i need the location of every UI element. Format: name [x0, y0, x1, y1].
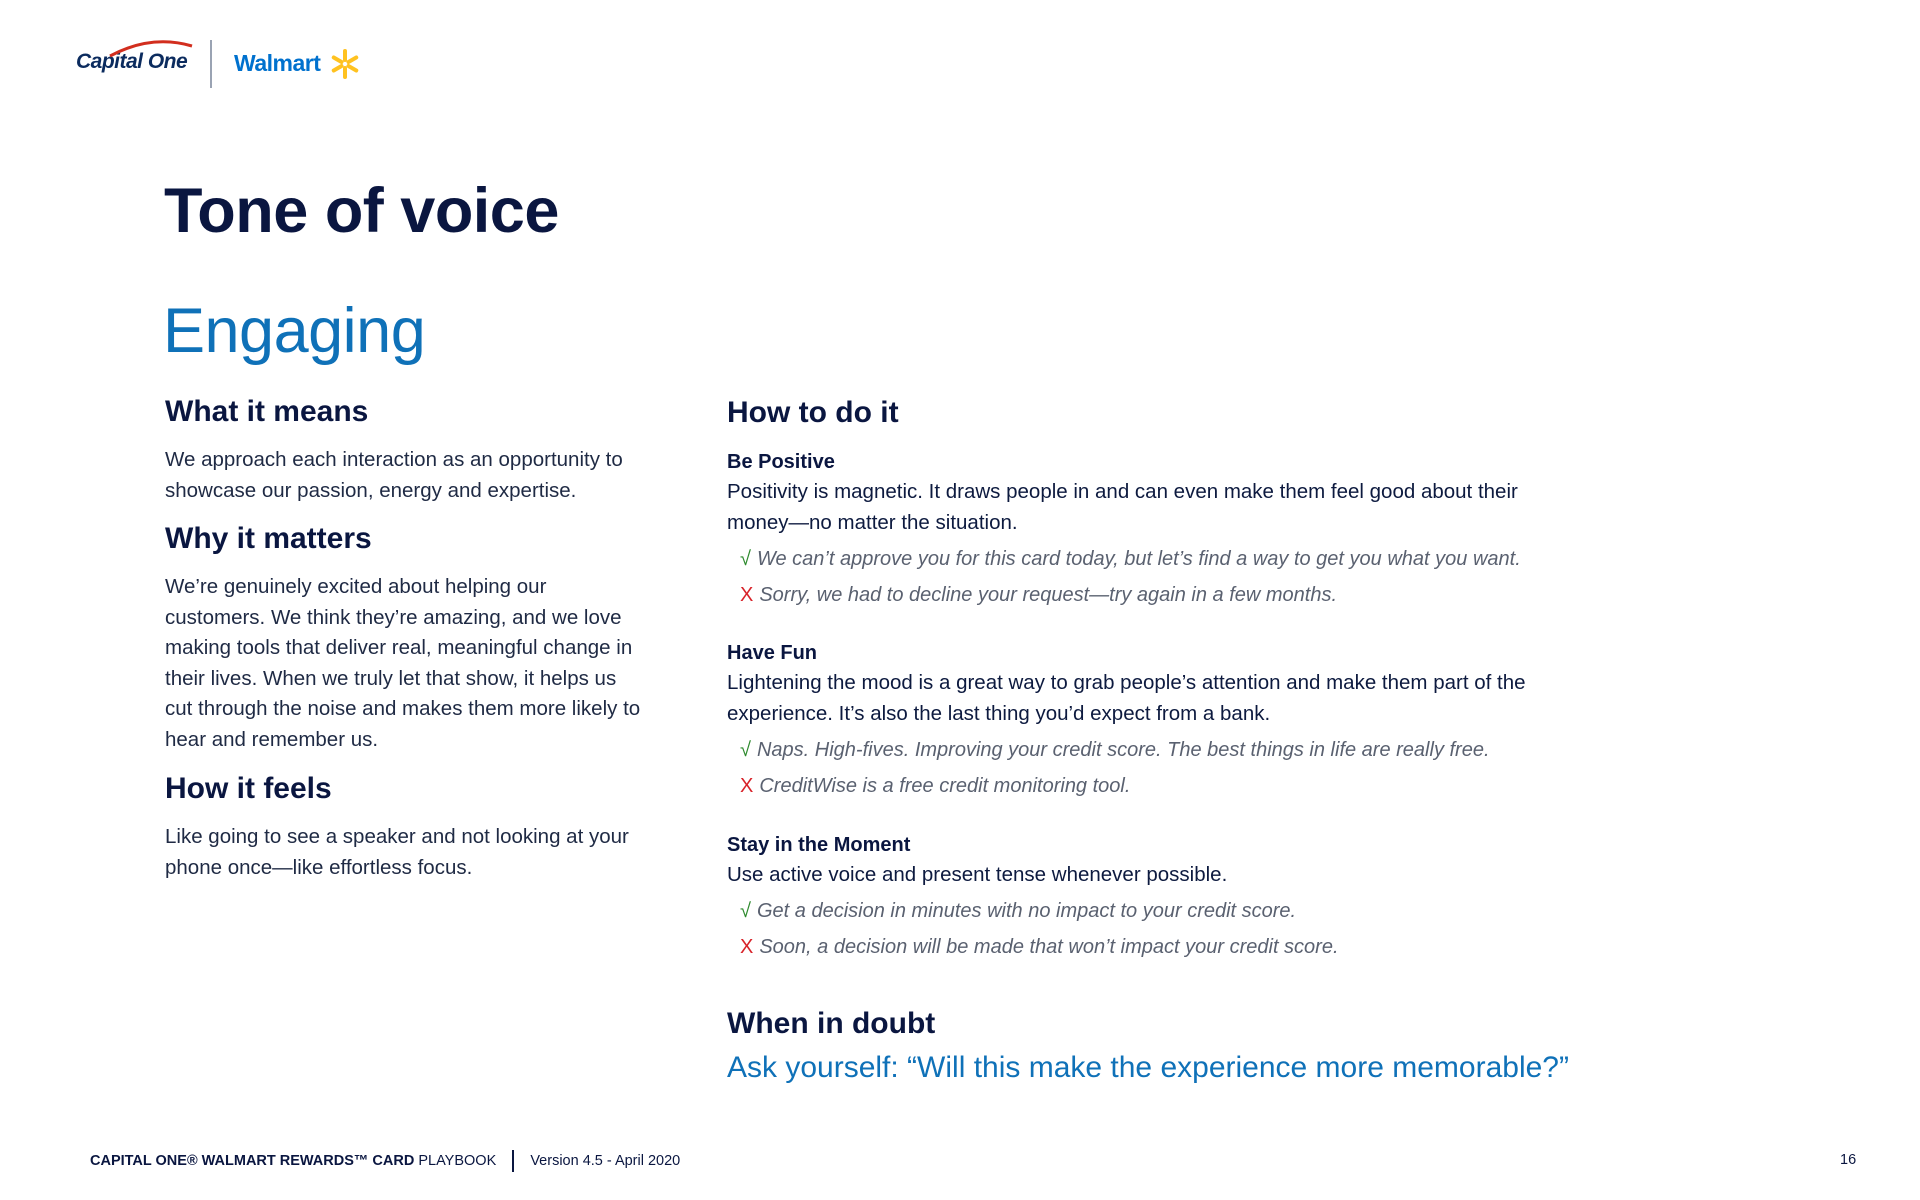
footer-divider: [512, 1150, 514, 1172]
capital-one-swoosh-icon: [106, 40, 196, 60]
tip-text: Lightening the mood is a great way to grab people’s attention and make them part of the experience. It’s also the last thing you’d expect from a bank.: [727, 671, 1526, 725]
tip-do-text: We can’t approve you for this card today, but let’s find a way to get you what you want.: [756, 548, 1521, 570]
tip-dont-example: [740, 584, 1337, 607]
how-it-feels-heading: How it feels: [165, 772, 332, 805]
how-to-do-it-heading: How to do it: [727, 396, 899, 429]
page-title: Tone of voice: [164, 176, 559, 246]
tip-title: Have Fun: [727, 642, 818, 664]
footer-brand: CAPITAL ONE® WALMART REWARDS™ CARD: [90, 1152, 415, 1169]
logo-divider: [210, 40, 212, 88]
section-title: Engaging: [163, 296, 426, 366]
what-it-means-heading: What it means: [165, 395, 369, 428]
why-it-matters-text: We’re genuinely excited about helping our customers. We think they’re amazing, and we love making tools that deliver real, meaningful change in their lives. When we truly let that show, it helps us cut through the noise and makes them more likely to hear and remember us.: [165, 575, 641, 751]
tip-do-example: [740, 739, 1490, 762]
when-in-doubt-quote: Ask yourself: “Will this make the experience more memorable?”: [727, 1051, 1569, 1084]
capital-one-logo: Capital One: [76, 50, 188, 73]
tip-title: Be Positive: [727, 451, 835, 473]
tip-text: Positivity is magnetic. It draws people in and can even make them feel good about their money—no matter the situation.: [727, 480, 1518, 534]
check-icon: √: [740, 900, 751, 922]
when-in-doubt-heading: When in doubt: [727, 1007, 936, 1040]
check-icon: √: [740, 548, 751, 570]
walmart-spark-icon: [329, 48, 361, 80]
tip-do-text: Naps. High-fives. Improving your credit score. The best things in life are really free.: [756, 739, 1490, 761]
footer: [90, 1150, 680, 1172]
tip-text: Use active voice and present tense whenever possible.: [727, 863, 1228, 886]
tip-do-text: Get a decision in minutes with no impact to your credit score.: [756, 900, 1297, 922]
what-it-means-text: We approach each interaction as an opportunity to showcase our passion, energy and expertise.: [165, 448, 623, 502]
tip-title: Stay in the Moment: [727, 834, 911, 856]
walmart-logo: Walmart: [234, 50, 321, 76]
tip-dont-example: [740, 775, 1130, 798]
tip-dont-text: Sorry, we had to decline your request—try again in a few months.: [759, 584, 1338, 606]
cross-icon: X: [740, 775, 754, 797]
tip-do-example: [740, 900, 1296, 923]
tip-dont-text: CreditWise is a free credit monitoring tool.: [759, 775, 1131, 797]
footer-doc: PLAYBOOK: [418, 1152, 497, 1169]
check-icon: √: [740, 739, 751, 761]
footer-version: Version 4.5 - April 2020: [530, 1152, 681, 1169]
tip-dont-text: Soon, a decision will be made that won’t impact your credit score.: [759, 936, 1339, 958]
tip-do-example: [740, 548, 1521, 571]
tip-dont-example: [740, 936, 1339, 959]
cross-icon: X: [740, 584, 754, 606]
page-number: 16: [1840, 1152, 1857, 1168]
header-logos: [76, 40, 376, 88]
cross-icon: X: [740, 936, 754, 958]
why-it-matters-heading: Why it matters: [165, 522, 372, 555]
how-it-feels-text: Like going to see a speaker and not looking at your phone once—like effortless focus.: [165, 825, 629, 879]
